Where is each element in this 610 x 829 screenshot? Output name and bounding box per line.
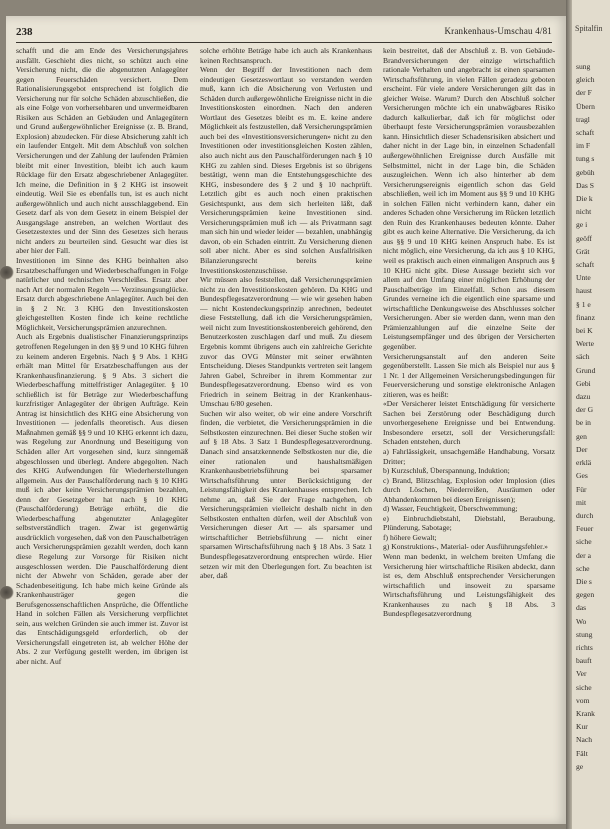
column-1-paragraph-3: Auch als Ergebnis dualistischer Finanzierungsprinzips getroffenen Regelungen in den §§ 9 und 10 KHG führen zu keinem anderen Ergebnis. Nach § 9 Abs. 1 KHG erhält man Mittel für Ersatzbeschaffungen aus der Krankenhausfinanzierung. § 9 Abs. 3 sichert die Wiederbeschaffung mittelfristiger Anlagegüter. § 10 schließlich ist für Beträge zur Wiederbeschaffung kurzfristiger Anlagegüter der übrigen Aufträge. Kein Antrag ist hinsichtlich des KHG eine Absicherung von Investitionen — jedenfalls theoretisch. Aus diesen Maßnahmen gemäß §§ 9 und 10 KHG erkennt ich dazu, was Regelung zur Anordnung und Beseitigung von Schäden aller Art vorgesehen sind, kurz sinngemäß abgeschlossen und überlegt. Andere abgegolten. Nach des KHG Aufwendungen für Wiederherstellungen allgemein. Aus der Pauschalförderung nach § 10 KHG muß ich aber keine Versicherungsprämien bezahlen, denn der Gesetzgeber hat nach § 10 KHG (Pauschalförderung) Beträge erhöht, die die Wiederbeschaffung abgenutzter Anlagegüter selbstverständlich tragen. Zwar ist gegenwärtig ausdrücklich vorgesehen, daß von den Pauschalbeträgen auch Versicherungsprämien gezahlt werden, doch kann diese Regelung zur Vorsorge für Risiken nicht ausgeschlossen werden. Die Pauschalförderung dient nicht der Abwehr von Schäden, gerade aber der Schadenbeseitigung. Ich habe mich keine Gründe als Krankenhausträger gegen die Berufsgenossenschaftlichen Ansprüche, die Öffentliche Hand in solchen Fällen als Versicherung verpflichtet sein, aus welchen Gründen sie auch immer ist. Zuvor ist das Entschädigungsgeld erforderlich, ob der Versicherungsfall eingetreten ist, ab welcher Höhe der Abs. 2 zur Verfügung gestellt werden, im übrigen ist aber nicht. Auf (16, 332, 188, 666)
journal-page (6, 16, 568, 824)
column-3-list-item-g: g) Konstruktions-, Material- oder Ausführungsfehler.» (383, 542, 548, 552)
adjacent-page-text: sung gleich der F Übern tragl schaft im F tung s gebüh Das S Die k nicht ge i geöff Grät schaft Unte haust § 1 e finanz bei K Werte säch Grund Gebi dazu der G be in gen Der erklä Ges Für mit durch Feuer siche der a sche Die s gegen das Wo stung richts bauft Ver siche vom Krank Kur Nach Fält ge (576, 62, 596, 771)
column-1-paragraph-1: schafft und die am Ende des Versicherungsjahres ausfällt. Geschieht dies nicht, so schützt auch eine Versicherung nicht, die die abgenutzten Anlagegüter gegen Feuerschäden versichert. Dem Rationalisierungsgebot entsprechend ist folglich die Versicherung nur für solche Schäden abzuschließen, die als eine Folge von vorhersehbaren und unvermeidbaren Risiken aus Schäden an Gebäuden und Anlagegütern und Grund außergewöhnlicher Ereignisse (z. B. Brand, Explosion) abzudecken. Für diese Absicherung zahlt ich ein laufender Entgelt. Mit dem Abschluß von solchen Versicherungen und der Zahlung der laufenden Prämien bleibt mit einer Investition, bleibt ich auch kaum Rücklage für den Ersatz abgeschriebener Anlagegüter. Ich meine, die Definition in § 2 KHG ist insoweit eindeutig. Weil Sie es ebenfalls tun, ist es auch nicht außergewöhnlich und auch nicht ausschlaggebend. Ein Gesetz darf als von dem Gesetz in einem Beispiel der Ausgangslage anstreben, an welchen Wortlaut des Gesetzestextes und der Sinn des Gesetzes sich heraus nicht anders zu beurteilen sind. Gesucht war dies ist aber hier der Fall. (16, 46, 188, 256)
column-3-list-item-b: b) Kurzschluß, Überspannung, Induktion; (383, 466, 510, 476)
column-3-paragraph-3: «Der Versicherer leistet Entschädigung für versicherte Sachen bei Zerstörung oder Beschädigung durch unvorhergesehene Ereignisse und bei Entwendung. Insbesondere ersetzt, soll der Versicherungsfall: Schaden entstehen, durch (383, 399, 555, 447)
binder-hole (0, 266, 14, 280)
column-3-paragraph-2: Versicherungsanstalt auf den anderen Seite gegenüberstellt. Lassen Sie mich als Beispiel nur aus § 1 Nr. 1 der Allgemeinen Versicherungsbedingungen für Feuerversicherung und sonstige elektronische Anlagen zitieren, was es heißt: (383, 351, 555, 399)
column-3-list-item-a: a) Fahrlässigkeit, unsachgemäße Handhabung, Vorsatz Dritter; (383, 446, 555, 466)
text-column-1 (16, 46, 188, 816)
column-3-paragraph-1: kein bestreitet, daß der Abschluß z. B. von Gebäude-Brandversicherungen der einzige wirtschaftlich rationale Verhalten und angebracht ist einen sparsamen Wirtschaftsführung, in vielen Fällen geradezu geboten erscheint. Für viele andere Versicherungen gilt das in gleicher Weise. Warum? Durch den Abschluß solcher Versicherungen möchte ich ein unabwägbares Risiko dadurch kalkulierbar, daß ich für möglichst oder überhaupt feste Versicherungsprämien vorausbezahlen kann. Hinsichtlich dieser Schadensrisiken absichert und daher nicht in der Lage bin, in einzelnen Schadenfall außergewöhnlichen Ereignisse durch Ausfälle mit Selbstmittel, nicht in der Lage bin, die Schäden auszugleichen. Wenn ich also hinterher ab dem Versicherungsereignis eigentlich schon das Geld abschließen, weil ich im Moment aus §§ 9 und 10 KHG in solchen Fällen nicht verhindern kann, daher ein anderes Schaden ohne Versicherung im Rücken letztlich den Ruin des Krankenhauses bedeuten könnte. Daher gibt es auch keine Alternative. Die Versicherung, da ich aus §§ 9 und 10 KHG keinen Anspruch habe. Es ist nicht möglich, eine Versicherung, da ich aus § 10 KHG, weil es praktisch auch einen einmaligen Anspruch aus § 10 KHG nicht gibt. Diese Aussage bezieht sich vor allem auf den Umfang einer möglichen Erhöhung der Pauschalbeträge im Einzelfall. Schon aus diesem Grundes verneine ich die eigentlich eine sparsame und wirtschaftliche Denkungsweise des Abschlusses solcher Versicherungen. Aber sie werden dann, wenn man den Prämienzahlungen auf die einzelne Seite der Leistungsempfänger und des übrigen der Versicherten gegenüber. (383, 46, 555, 351)
page-header (16, 24, 552, 43)
running-title: Krankenhaus-Umschau 4/81 (444, 26, 552, 36)
text-column-2 (200, 46, 372, 816)
text-column-3 (383, 46, 555, 816)
column-2-paragraph-3: Wir müssen also feststellen, daß Versicherungsprämien nicht zu den Investitionskosten gehören. Da KHG und Bundespflegesatzverordnung — wie wir gesehen haben — nicht Kostendeckungsprinzip anrechnen, bedeutet diese Feststellung, daß ich die Versicherungsprämien, weil nicht zum Investitionskostenbereich gehörend, den Benutzerkosten zuschlagen darf und muß. Zu diesem Ergebnis kommt übrigens auch ein zahlreiche Gerichte zuvor das OVG Münster mit seiner erwähnten Entscheidung. Dieses Standpunkts vertreten seit langem Jahren Gabel, Schreiber in ihrem Kommentar zur Bundespflegesatzverordnung. Ebenso wird es von Friedrich in seinem Beitrag in der Krankenhaus-Umschau 6/80 gesehen. (200, 275, 372, 409)
column-2-paragraph-4: Suchen wir also weiter, ob wir eine andere Vorschrift finden, die verbietet, die Versicherungsprämien in die Selbstkosten einzurechnen. Bei dieser Suche stoßen wir auf § 18 Abs. 3 Satz 1 Bundespflegesatzverordnung. Danach sind ansatzkennende Selbstkosten nur die, die einer rationalen und haushaltsmäßigen Krankenhausbetriebsführung bei sparsamer Wirtschaftsführung unter Berücksichtigung der Leistungsfähigkeit des Krankenhauses entsprechen. Ich nehme an, daß Sie der Frage nachgehen, ob Versicherungsprämien vielleicht deshalb nicht in den Selbstkosten enthalten dürfen, weil der Abschluß von Versicherungen dieser Art — als sparsamer und wirtschaftlicher Betriebsführung — nicht einer sparsamen Wirtschaftsführung nach § 18 Abs. 3 Satz 1 Bundespflegesatzverordnung entsprechen würde. Hier setzen wir mit den Überlegungen fort. Zu beachten ist aber, daß (200, 408, 372, 581)
column-3-paragraph-4: Wenn man bedenkt, in welchem breiten Umfang die Versicherung hier wirtschaftliche Risiken abdeckt, dann ist es, dem Abschluß entsprechender Versicherungen wirtschaftlich und insoweit zu sparsame Wirtschaftsführung und Leistungsfähigkeit des Krankenhauses zu nach § 18 Abs. 3 Bundespflegesatzverordnung (383, 551, 555, 619)
column-3-list-item-e: e) Einbruchdiebstahl, Diebstahl, Beraubung, Plünderung, Sabotage; (383, 513, 555, 533)
adjacent-page-edge (572, 0, 610, 829)
column-2-paragraph-1: solche erhöhte Beträge habe ich auch als Krankenhaus keinen Rechtsanspruch. (200, 46, 372, 65)
page-number: 238 (16, 26, 33, 38)
adjacent-page-header: Spitalfin (575, 24, 603, 33)
column-2-paragraph-2: Wenn der Begriff der Investitionen nach dem eindeutigen Gesetzeswortlaut so verstanden werden muß, kann ich die Absicherung von Verlusten und Schäden durch außergewöhnliche Ereignisse nicht in die Investitionskosten einordnen. Nach den anderen Wortlaut des Gesetzes bleibt es m. E. keine andere Möglichkeit als festzustellen, daß Versicherungsprämien auch bei des «Investitionsversicherungen» nicht zu den Investitionen oder investitionsgleichen Kosten zählen, also auch nicht aus den Pauschalförderungen nach § 10 KHG zu zahlen sind. Dieses Ergebnis ist so übrigens bestätigt, wenn man die Entstehungsgeschichte des KHG, insbesondere des § 2 und § 10 nachprüft. Letztlich gibt es auch noch einen praktischen Gesichtspunkt, aus dem sich herleiten läßt, daß Versicherungsprämien keine Investitionen sind. Versicherungsprämien muß ich — als Privatmann sagt man sich hin und wieder leider — bezahlen, unabhängig davon, ob ein Schaden eintritt. Zu Versicherung dienen soll aber nicht. Aber es sind solchen Ausfallrisiken Bilanzierungsrecht bereits keine Investitionskostenzuschüsse. (200, 65, 372, 275)
column-3-list-item-c: c) Brand, Blitzschlag, Explosion oder Implosion (dies durch Löschen, Niederreißen, Ausräumen oder Abhandenkommen bei diesen Ereignissen); (383, 475, 555, 504)
column-3-list-item-f: f) höhere Gewalt; (383, 532, 437, 542)
column-3-list-item-d: d) Wasser, Feuchtigkeit, Überschwemmung; (383, 504, 518, 514)
column-1-paragraph-2: Investitionen im Sinne des KHG beinhalten also Ersatzbeschaffungen und Wiederbeschaffungen in Folge natürlicher und technischen Verschleißes. Ersatz aber nach Art der normalen Regeln — Verzinsungsunglücke. Ersatz durch abgeschriebene Anlagegüter. Auch bei den in § 2 Nr. 3 KHG den Investitionskosten gleichgestellten Kosten finde ich keine rechtliche Möglichkeit, Versicherungsprämien anzurechnen. (16, 256, 188, 332)
binder-hole (0, 586, 14, 600)
